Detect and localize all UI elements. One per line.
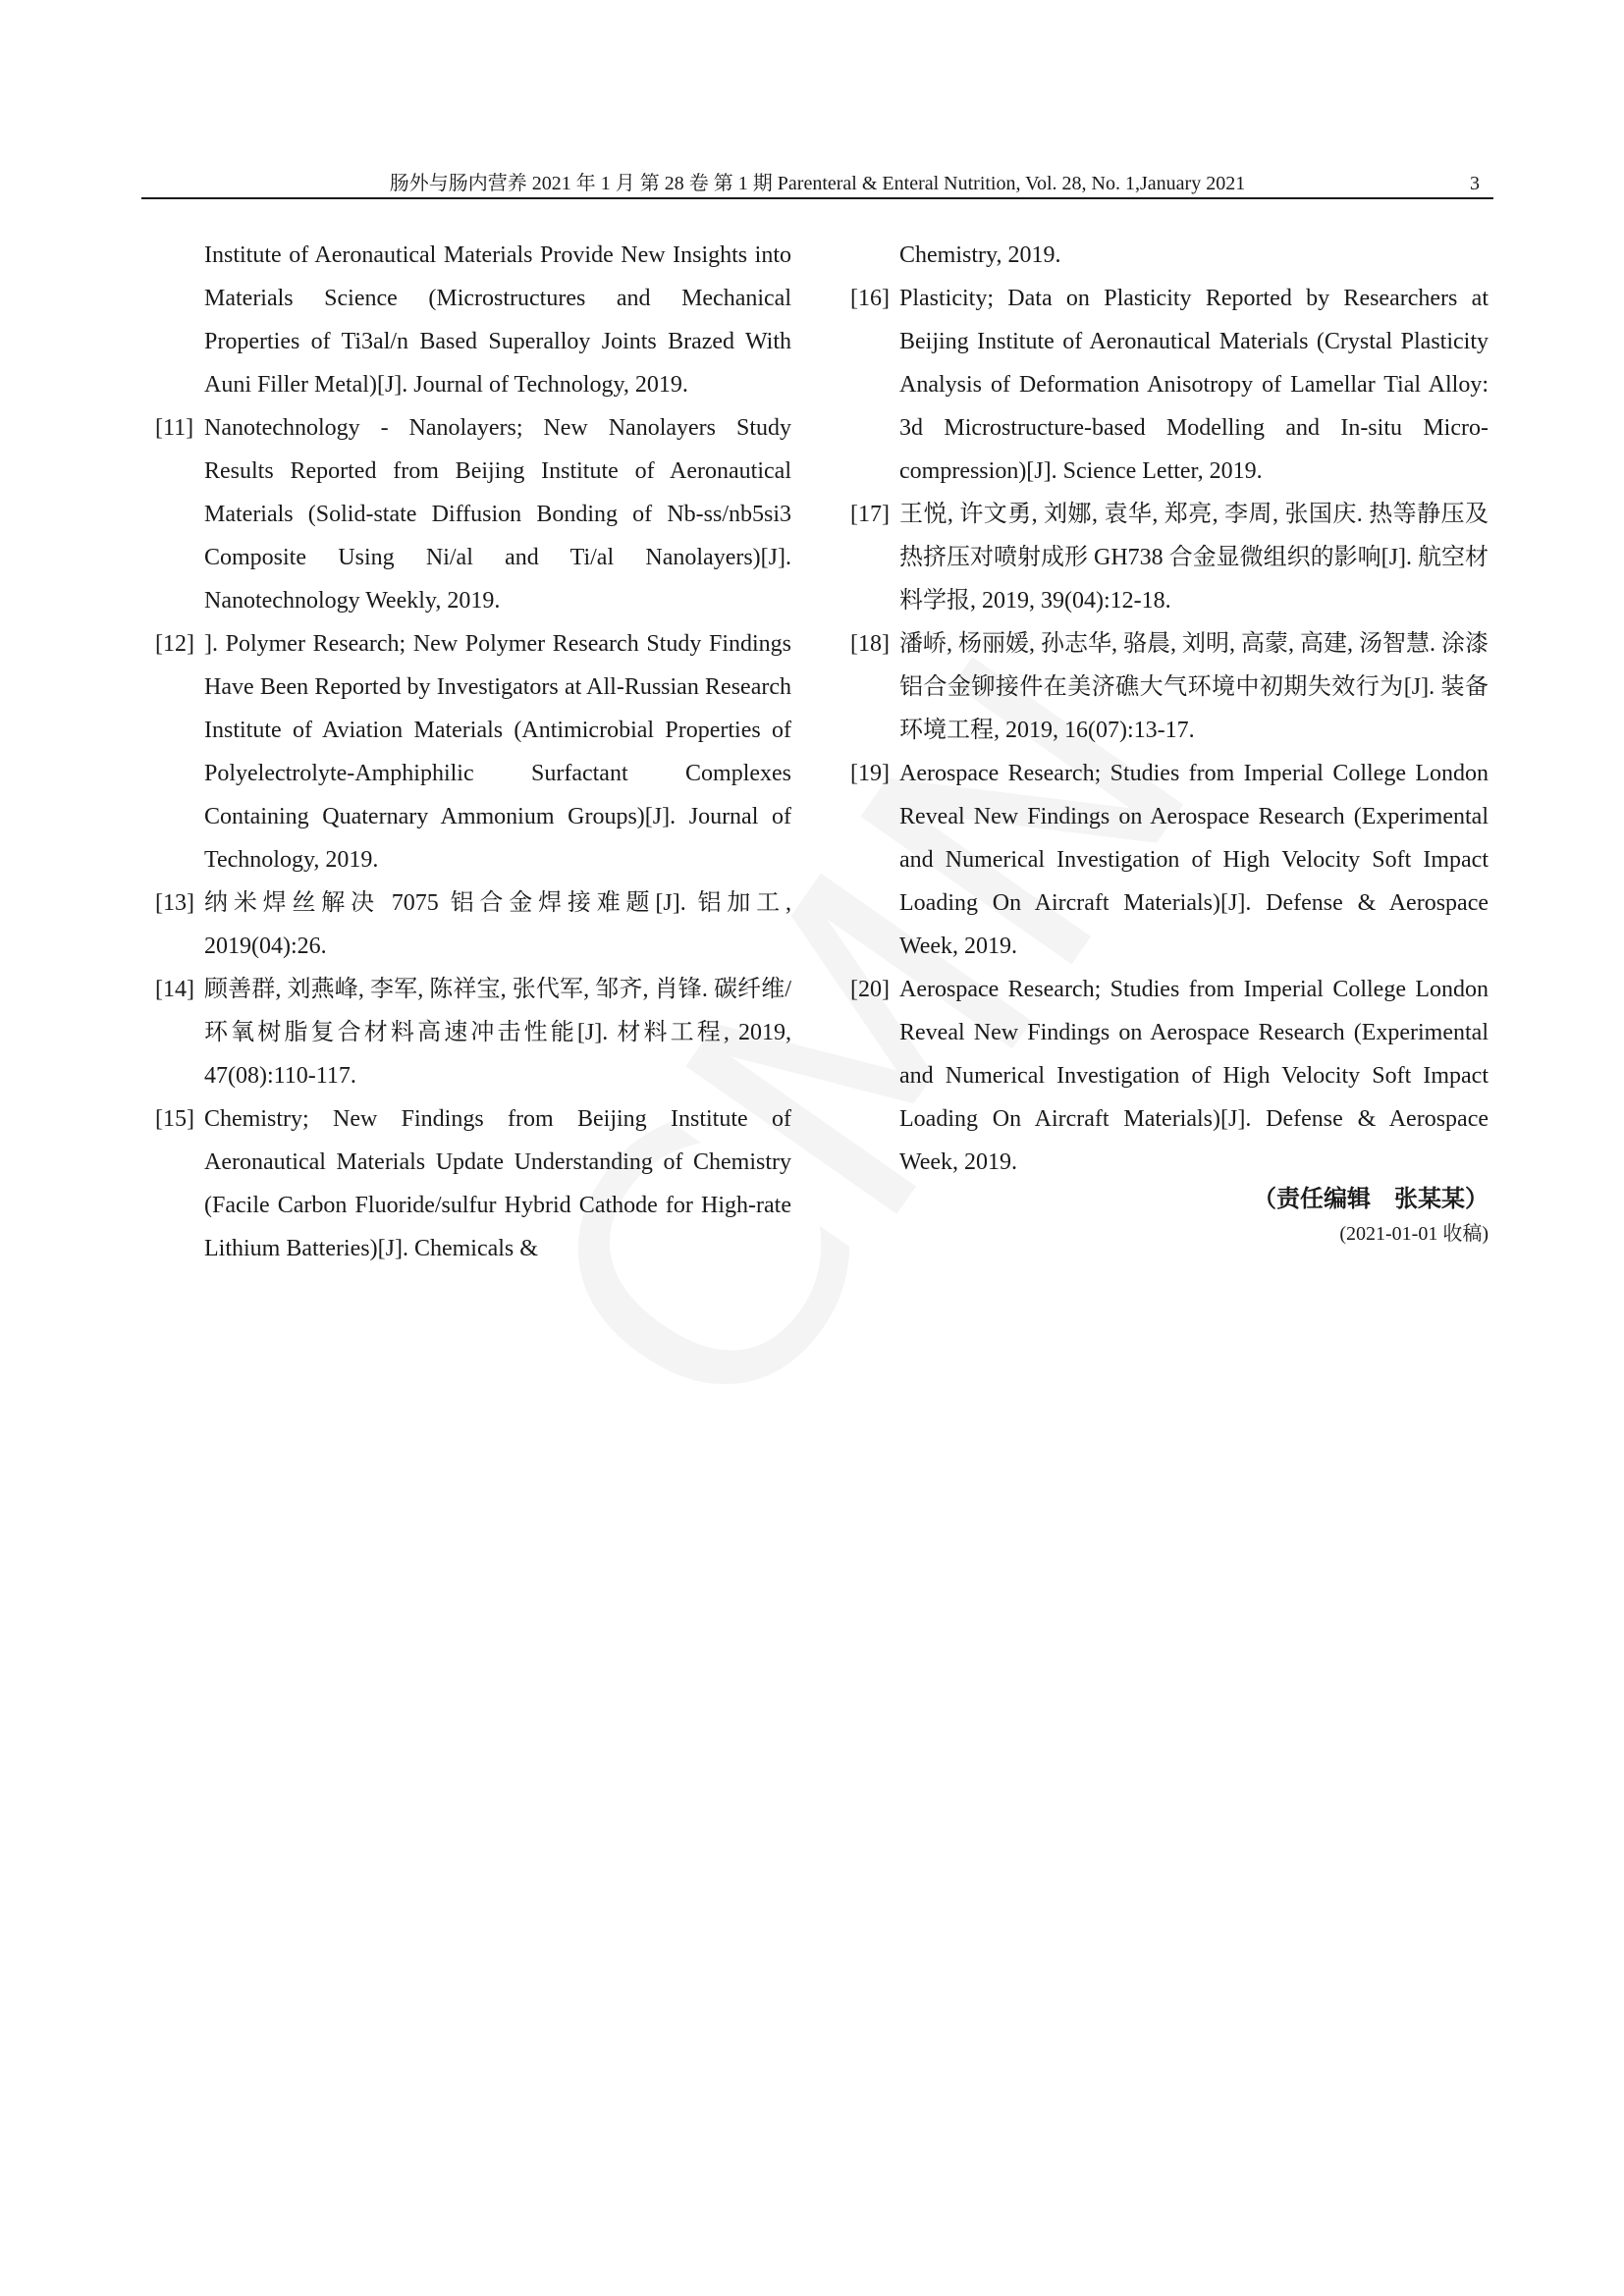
reference-19 (850, 752, 1489, 968)
reference-15 (155, 1097, 791, 1270)
reference-12 (155, 622, 791, 881)
reference-number: [19] (850, 761, 890, 786)
reference-17 (850, 493, 1489, 622)
reference-number: [17] (850, 502, 890, 527)
reference-continued: Institute of Aeronautical Materials Provide New Insights into Materials Science (Microstructures and Mechanical Properties of Ti3al/n Based Superalloy Joints Brazed With Auni Filler Metal)[J]. Journal of Technology, 2019. (204, 242, 791, 398)
reference-number: [13] (155, 890, 194, 916)
reference-number: [11] (155, 415, 194, 441)
reference-11 (155, 406, 791, 622)
reference-text: Plasticity; Data on Plasticity Reported by Researchers at Beijing Institute of Aeronautical Materials (Crystal Plasticity Analysis of Deformation Anisotropy of Lamellar Tial Alloy: 3d Microstructure-based Modelling and In-situ Micro-compression)[J]. Science Letter, 2019. (899, 286, 1489, 484)
reference-text: 顾善群, 刘燕峰, 李军, 陈祥宝, 张代军, 邹齐, 肖锋. 碳纤维/环氧树脂复合材料高速冲击性能[J]. 材料工程, 2019, 47(08):110-117. (204, 977, 791, 1089)
reference-13 (155, 881, 791, 968)
reference-number: [15] (155, 1106, 194, 1132)
running-header (141, 169, 1493, 198)
reference-text: Aerospace Research; Studies from Imperial College London Reveal New Findings on Aerospace Research (Experimental and Numerical Investigation of High Velocity Soft Impact Loading On Aircraft Materials)[J]. Defense & Aerospace Week, 2019. (899, 761, 1489, 959)
reference-18 (850, 622, 1489, 752)
reference-continued: Chemistry, 2019. (899, 242, 1061, 268)
right-column (850, 234, 1489, 1184)
reference-16 (850, 277, 1489, 493)
header-rule (141, 197, 1493, 199)
reference-number: [14] (155, 977, 194, 1002)
reference-text: 潘峤, 杨丽媛, 孙志华, 骆晨, 刘明, 高蒙, 高建, 汤智慧. 涂漆铝合金铆接件在美济礁大气环境中初期失效行为[J]. 装备环境工程, 2019, 16(07):13-17. (899, 631, 1489, 743)
reference-text: 王悦, 许文勇, 刘娜, 袁华, 郑亮, 李周, 张国庆. 热等静压及热挤压对喷射成形 GH738 合金显微组织的影响[J]. 航空材料学报, 2019, 39(04):12-18. (899, 502, 1489, 614)
reference-number: [18] (850, 631, 890, 657)
reference-text: 纳米焊丝解决 7075 铝合金焊接难题[J]. 铝加工, 2019(04):26. (204, 890, 791, 959)
reference-number: [16] (850, 286, 890, 311)
reference-text: Nanotechnology - Nanolayers; New Nanolayers Study Results Reported from Beijing Institute of Aeronautical Materials (Solid-state Diffusion Bonding of Nb-ss/nb5si3 Composite Using Ni/al and Ti/al Nanolayers)[J]. Nanotechnology Weekly, 2019. (204, 415, 791, 614)
reference-20 (850, 968, 1489, 1184)
responsible-editor: （责任编辑 张某某） (1253, 1185, 1489, 1212)
reference-number: [12] (155, 631, 194, 657)
reference-14 (155, 968, 791, 1097)
reference-text: Aerospace Research; Studies from Imperial College London Reveal New Findings on Aerospace Research (Experimental and Numerical Investigation of High Velocity Soft Impact Loading On Aircraft Materials)[J]. Defense & Aerospace Week, 2019. (899, 977, 1489, 1175)
page-number: 3 (1470, 173, 1480, 194)
received-date: (2021-01-01 收稿) (1339, 1223, 1489, 1245)
reference-number: [20] (850, 977, 890, 1002)
left-column (155, 234, 791, 1270)
journal-citation-line: 肠外与肠内营养 2021 年 1 月 第 28 卷 第 1 期 Parenteral & Enteral Nutrition, Vol. 28, No. 1,January 2021 (389, 173, 1246, 194)
reference-text: Chemistry; New Findings from Beijing Institute of Aeronautical Materials Update Understanding of Chemistry (Facile Carbon Fluoride/sulfur Hybrid Cathode for High-rate Lithium Batteries)[J]. Chemicals & (204, 1106, 791, 1261)
reference-text: ]. Polymer Research; New Polymer Research Study Findings Have Been Reported by Investigators at All-Russian Research Institute of Aviation Materials (Antimicrobial Properties of Polyelectrolyte-Amphiphilic Surfactant Complexes Containing Quaternary Ammonium Groups)[J]. Journal of Technology, 2019. (204, 631, 791, 873)
